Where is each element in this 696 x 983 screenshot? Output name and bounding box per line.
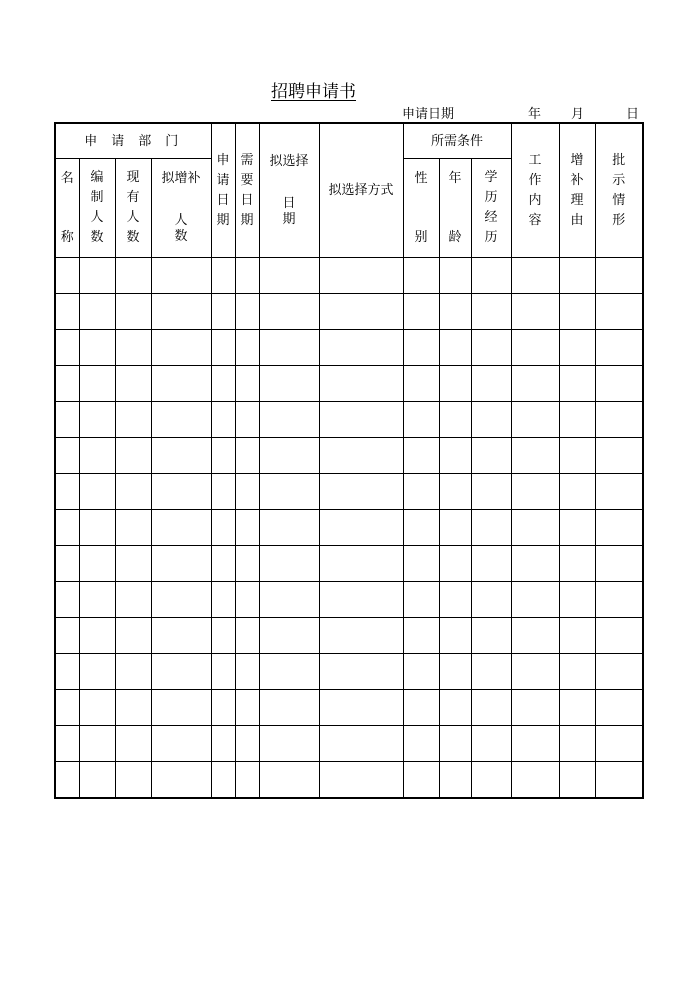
table-cell[interactable] [151,618,211,654]
table-cell[interactable] [55,474,79,510]
table-cell[interactable] [595,654,643,690]
table-cell[interactable] [235,294,259,330]
table-row [55,582,643,618]
table-cell[interactable] [595,474,643,510]
table-cell[interactable] [79,258,115,294]
table-cell[interactable] [511,438,559,474]
table-cell[interactable] [403,366,439,402]
table-cell[interactable] [115,762,151,799]
table-cell[interactable] [79,762,115,799]
table-cell[interactable] [471,330,511,366]
table-cell[interactable] [511,726,559,762]
header-need-date: 需 要 日 期 [235,123,259,258]
table-cell[interactable] [559,438,595,474]
table-cell[interactable] [235,366,259,402]
table-cell[interactable] [559,762,595,799]
table-cell[interactable] [55,690,79,726]
table-cell[interactable] [319,294,403,330]
table-cell[interactable] [471,510,511,546]
table-cell[interactable] [211,546,235,582]
table-cell[interactable] [151,294,211,330]
table-cell[interactable] [79,510,115,546]
table-cell[interactable] [211,438,235,474]
table-cell[interactable] [559,510,595,546]
table-cell[interactable] [79,582,115,618]
table-cell[interactable] [55,402,79,438]
table-cell[interactable] [151,762,211,799]
table-cell[interactable] [235,654,259,690]
table-cell[interactable] [79,474,115,510]
table-cell[interactable] [511,366,559,402]
table-cell[interactable] [403,546,439,582]
table-cell[interactable] [511,402,559,438]
table-cell[interactable] [471,726,511,762]
table-cell[interactable] [259,690,319,726]
table-cell[interactable] [55,330,79,366]
table-cell[interactable] [403,618,439,654]
table-cell[interactable] [471,654,511,690]
header-education: 学 历 经 历 [471,159,511,258]
table-cell[interactable] [403,726,439,762]
table-cell[interactable] [55,510,79,546]
table-cell[interactable] [595,510,643,546]
table-row [55,618,643,654]
table-cell[interactable] [595,438,643,474]
table-cell[interactable] [439,654,471,690]
table-cell[interactable] [211,654,235,690]
table-cell[interactable] [211,258,235,294]
table-cell[interactable] [115,366,151,402]
table-cell[interactable] [559,366,595,402]
table-cell[interactable] [319,402,403,438]
table-cell[interactable] [259,654,319,690]
table-cell[interactable] [595,690,643,726]
header-add-count: 拟增补 人 数 [151,159,211,258]
table-cell[interactable] [259,762,319,799]
table-cell[interactable] [235,762,259,799]
table-cell[interactable] [211,474,235,510]
apply-date-year: 年 [528,107,542,122]
header-gender: 性 别 [403,159,439,258]
table-cell[interactable] [115,654,151,690]
table-cell[interactable] [211,402,235,438]
table-cell[interactable] [559,546,595,582]
table-cell[interactable] [471,258,511,294]
table-cell[interactable] [115,438,151,474]
table-cell[interactable] [559,618,595,654]
apply-date-label: 申请日期 [402,107,455,122]
table-row [55,402,643,438]
table-cell[interactable] [403,654,439,690]
table-cell[interactable] [319,726,403,762]
header-quota: 编 制 人 数 [79,159,115,258]
table-row [55,330,643,366]
table-cell[interactable] [55,366,79,402]
table-cell[interactable] [319,618,403,654]
table-cell[interactable] [55,618,79,654]
table-row [55,654,643,690]
table-cell[interactable] [235,546,259,582]
apply-date-month: 月 [571,107,585,122]
table-cell[interactable] [511,690,559,726]
table-cell[interactable] [115,402,151,438]
table-cell[interactable] [559,726,595,762]
table-cell[interactable] [511,294,559,330]
table-cell[interactable] [559,690,595,726]
table-cell[interactable] [439,474,471,510]
table-cell[interactable] [471,366,511,402]
table-cell[interactable] [151,438,211,474]
table-cell[interactable] [55,582,79,618]
table-cell[interactable] [511,330,559,366]
table-cell[interactable] [259,258,319,294]
table-cell[interactable] [115,546,151,582]
apply-date-day: 日 [626,107,640,122]
header-select-method: 拟选择方式 [319,123,403,258]
table-cell[interactable] [259,618,319,654]
header-approval: 批 示 情 形 [595,123,643,258]
table-cell[interactable] [79,546,115,582]
table-cell[interactable] [439,618,471,654]
table-cell[interactable] [319,474,403,510]
table-cell[interactable] [403,438,439,474]
table-cell[interactable] [259,546,319,582]
table-cell[interactable] [439,582,471,618]
header-requirements: 所需条件 [403,123,511,159]
table-cell[interactable] [79,618,115,654]
table-cell[interactable] [439,690,471,726]
table-cell[interactable] [595,294,643,330]
table-cell[interactable] [511,618,559,654]
table-cell[interactable] [471,402,511,438]
table-row [55,726,643,762]
table-cell[interactable] [595,762,643,799]
table-cell[interactable] [319,258,403,294]
table-cell[interactable] [115,582,151,618]
header-add-reason: 增 补 理 由 [559,123,595,258]
table-cell[interactable] [211,510,235,546]
table-cell[interactable] [151,654,211,690]
table-cell[interactable] [319,582,403,618]
table-cell[interactable] [55,294,79,330]
table-cell[interactable] [151,258,211,294]
table-cell[interactable] [151,330,211,366]
table-cell[interactable] [403,582,439,618]
table-cell[interactable] [235,474,259,510]
table-cell[interactable] [115,618,151,654]
table-cell[interactable] [439,438,471,474]
table-cell[interactable] [439,726,471,762]
table-cell[interactable] [319,690,403,726]
table-cell[interactable] [259,510,319,546]
table-cell[interactable] [55,726,79,762]
table-cell[interactable] [151,690,211,726]
table-cell[interactable] [79,726,115,762]
table-cell[interactable] [403,762,439,799]
table-cell[interactable] [259,294,319,330]
table-cell[interactable] [259,366,319,402]
table-cell[interactable] [151,726,211,762]
table-cell[interactable] [235,258,259,294]
header-work-content: 工 作 内 容 [511,123,559,258]
table-cell[interactable] [115,690,151,726]
table-cell[interactable] [403,510,439,546]
table-cell[interactable] [211,294,235,330]
table-cell[interactable] [511,474,559,510]
table-cell[interactable] [439,294,471,330]
table-row [55,762,643,799]
table-cell[interactable] [559,654,595,690]
table-cell[interactable] [115,294,151,330]
table-cell[interactable] [471,762,511,799]
table-cell[interactable] [439,402,471,438]
table-row [55,294,643,330]
table-cell[interactable] [211,582,235,618]
table-cell[interactable] [319,330,403,366]
table-cell[interactable] [559,330,595,366]
table-cell[interactable] [511,654,559,690]
table-cell[interactable] [259,474,319,510]
table-cell[interactable] [151,366,211,402]
table-cell[interactable] [439,762,471,799]
table-row [55,510,643,546]
table-cell[interactable] [403,330,439,366]
table-cell[interactable] [151,546,211,582]
table-cell[interactable] [259,438,319,474]
table-cell[interactable] [403,690,439,726]
table-cell[interactable] [259,402,319,438]
table-cell[interactable] [439,330,471,366]
table-cell[interactable] [439,510,471,546]
table-cell[interactable] [559,258,595,294]
table-cell[interactable] [595,726,643,762]
table-cell[interactable] [79,690,115,726]
table-cell[interactable] [403,258,439,294]
table-cell[interactable] [319,654,403,690]
table-cell[interactable] [595,618,643,654]
table-cell[interactable] [115,330,151,366]
table-cell[interactable] [595,582,643,618]
table-cell[interactable] [151,474,211,510]
table-cell[interactable] [319,438,403,474]
table-cell[interactable] [79,402,115,438]
table-cell[interactable] [115,510,151,546]
table-cell[interactable] [259,726,319,762]
table-cell[interactable] [595,258,643,294]
table-cell[interactable] [319,510,403,546]
table-cell[interactable] [151,582,211,618]
table-cell[interactable] [235,330,259,366]
table-cell[interactable] [439,546,471,582]
table-row [55,474,643,510]
table-cell[interactable] [79,330,115,366]
header-age: 年 龄 [439,159,471,258]
table-row [55,546,643,582]
table-cell[interactable] [471,294,511,330]
table-cell[interactable] [115,474,151,510]
table-cell[interactable] [79,294,115,330]
table-cell[interactable] [403,474,439,510]
table-cell[interactable] [511,582,559,618]
table-cell[interactable] [235,438,259,474]
table-cell[interactable] [235,618,259,654]
table-cell[interactable] [79,438,115,474]
recruitment-table [54,122,644,799]
table-cell[interactable] [55,438,79,474]
table-cell[interactable] [319,546,403,582]
table-row [55,366,643,402]
table-row [55,690,643,726]
table-cell[interactable] [151,510,211,546]
table-cell[interactable] [235,582,259,618]
table-cell[interactable] [471,690,511,726]
table-cell[interactable] [55,654,79,690]
table-cell[interactable] [595,366,643,402]
header-current-count: 现 有 人 数 [115,159,151,258]
header-select-date: 拟选择 日 期 [259,123,319,258]
table-cell[interactable] [211,690,235,726]
table-cell[interactable] [55,546,79,582]
table-cell[interactable] [79,654,115,690]
table-cell[interactable] [211,762,235,799]
table-cell[interactable] [471,438,511,474]
table-cell[interactable] [235,510,259,546]
table-cell[interactable] [403,402,439,438]
table-cell[interactable] [235,690,259,726]
header-apply-date: 申 请 日 期 [211,123,235,258]
table-row [55,258,643,294]
table-cell[interactable] [471,474,511,510]
table-cell[interactable] [211,366,235,402]
table-cell[interactable] [259,582,319,618]
table-cell[interactable] [559,402,595,438]
table-cell[interactable] [403,294,439,330]
table-cell[interactable] [211,618,235,654]
table-cell[interactable] [595,546,643,582]
table-cell[interactable] [471,618,511,654]
table-row [55,438,643,474]
table-cell[interactable] [511,258,559,294]
table-cell[interactable] [439,366,471,402]
table-cell[interactable] [511,510,559,546]
table-cell[interactable] [115,726,151,762]
table-cell[interactable] [559,294,595,330]
table-cell[interactable] [55,762,79,799]
table-cell[interactable] [559,582,595,618]
table-cell[interactable] [211,330,235,366]
table-cell[interactable] [115,258,151,294]
header-department: 申请部门 [55,123,211,159]
table-cell[interactable] [79,366,115,402]
table-cell[interactable] [471,546,511,582]
table-cell[interactable] [151,402,211,438]
table-cell[interactable] [471,582,511,618]
table-cell[interactable] [259,330,319,366]
table-cell[interactable] [595,402,643,438]
table-cell[interactable] [211,726,235,762]
table-cell[interactable] [595,330,643,366]
table-cell[interactable] [511,546,559,582]
header-name: 名 称 [55,159,79,258]
table-cell[interactable] [559,474,595,510]
table-cell[interactable] [235,726,259,762]
table-cell[interactable] [319,366,403,402]
table-cell[interactable] [511,762,559,799]
table-cell[interactable] [439,258,471,294]
table-cell[interactable] [55,258,79,294]
table-cell[interactable] [235,402,259,438]
form-title: 招聘申请书 [271,82,356,102]
table-cell[interactable] [319,762,403,799]
